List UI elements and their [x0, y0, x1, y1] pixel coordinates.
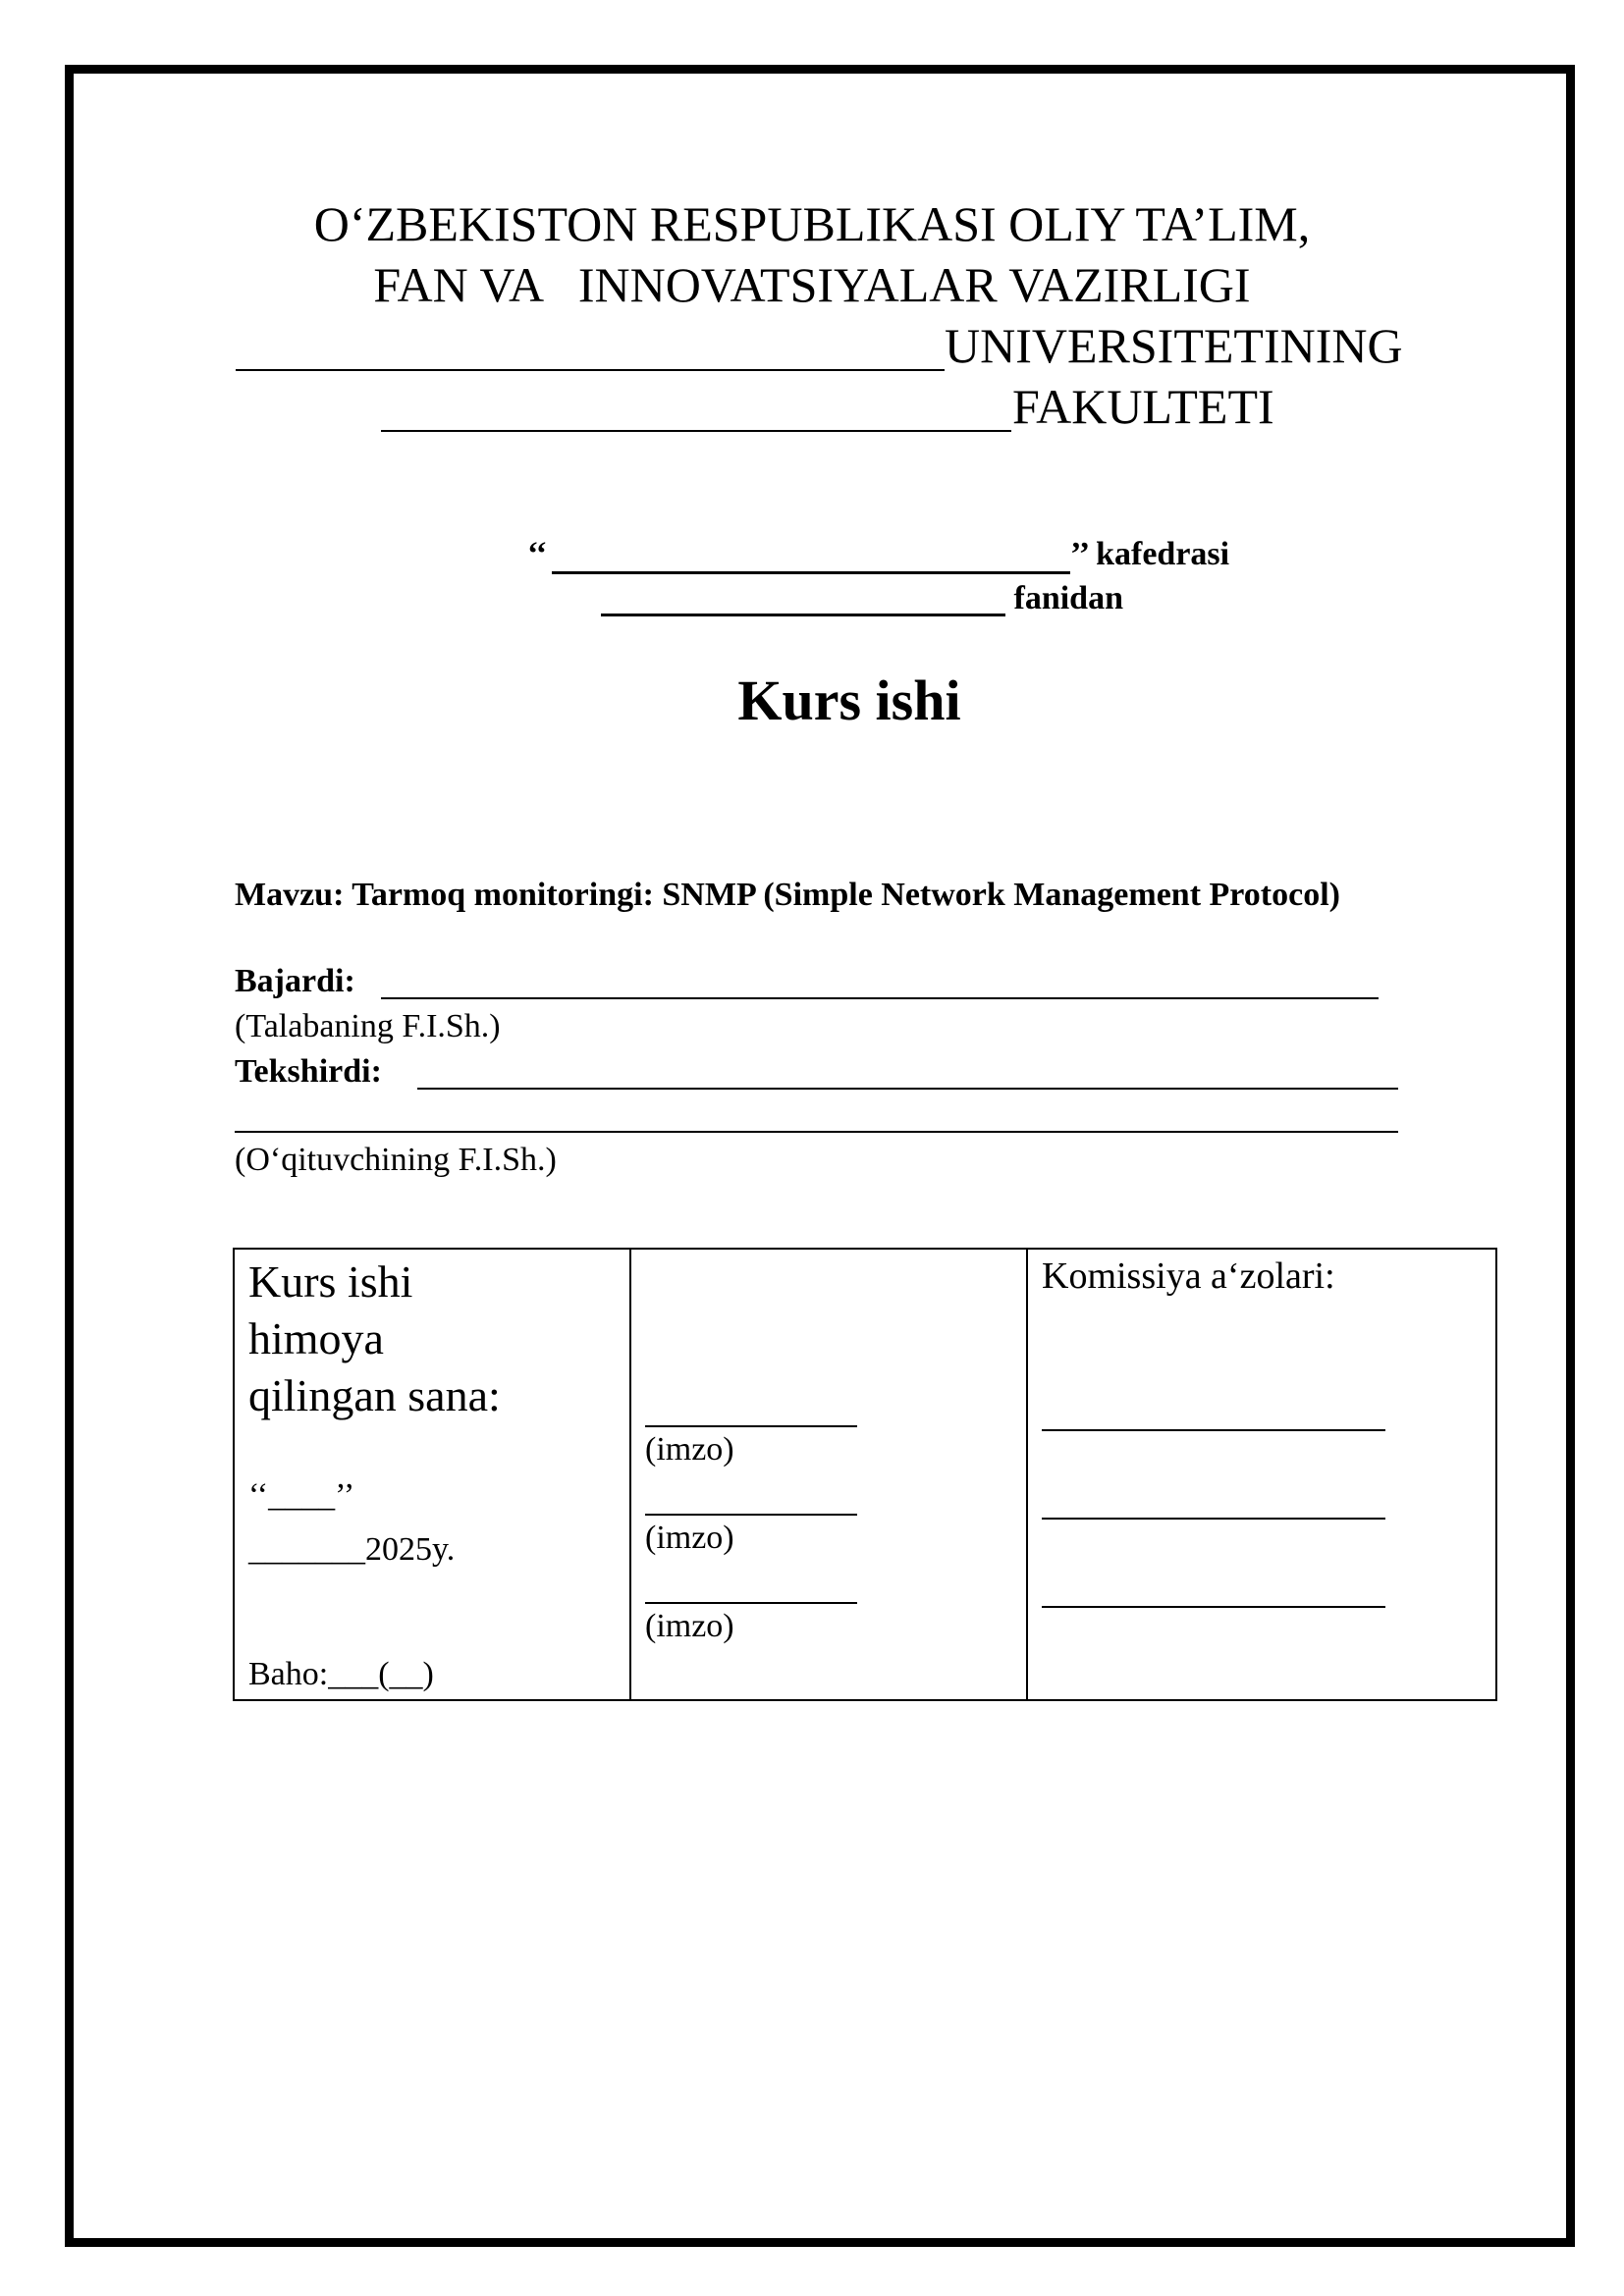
- department-name-blank: [552, 571, 1070, 574]
- ministry-line-2: FAN VA INNOVATSIYALAR VAZIRLIGI: [373, 257, 1251, 312]
- signature-line-2: [645, 1514, 857, 1516]
- signature-hint-3: (imzo): [645, 1608, 734, 1644]
- defense-year-field: _______2025y.: [248, 1531, 456, 1568]
- faculty-name-blank: [381, 430, 1011, 432]
- checked-by-label: Tekshirdi:: [235, 1053, 391, 1090]
- ministry-line-1: O‘ZBEKISTON RESPUBLIKASI OLIY TA’LIM,: [313, 196, 1311, 251]
- signatures-cell: [630, 1249, 1027, 1700]
- department-label: ’’ kafedrasi: [1070, 536, 1230, 572]
- department-open-quote: ‘‘: [527, 536, 548, 572]
- faculty-label: FAKULTETI: [1012, 379, 1274, 434]
- teacher-name-blank-2: [235, 1131, 1398, 1133]
- commission-member-line-3: [1042, 1606, 1385, 1608]
- document-title: Kurs ishi: [737, 668, 961, 732]
- commission-label: Komissiya a‘zolari:: [1042, 1255, 1335, 1297]
- defense-table: [233, 1248, 1497, 1701]
- university-name-blank: [236, 369, 945, 371]
- teacher-name-blank-1: [417, 1088, 1398, 1090]
- commission-member-line-1: [1042, 1429, 1385, 1431]
- teacher-name-hint: (O‘qituvchining F.I.Sh.): [235, 1142, 557, 1178]
- defense-date-cell: [234, 1249, 630, 1700]
- defense-date-label-line1: Kurs ishi: [248, 1256, 413, 1307]
- university-label: UNIVERSITETINING: [945, 318, 1403, 373]
- subject-label: fanidan: [1005, 580, 1123, 616]
- signature-line-1: [645, 1425, 857, 1427]
- signature-line-3: [645, 1602, 857, 1604]
- commission-member-line-2: [1042, 1518, 1385, 1520]
- student-name-hint: (Talabaning F.I.Sh.): [235, 1008, 501, 1044]
- student-name-blank: [381, 997, 1379, 999]
- topic-text: Mavzu: Tarmoq monitoringi: SNMP (Simple Network Management Protocol): [235, 877, 1340, 913]
- defense-date-label-line3: qilingan sana:: [248, 1370, 501, 1420]
- commission-cell: [1027, 1249, 1496, 1700]
- defense-day-field: ‘‘____’’: [248, 1477, 355, 1514]
- performed-by-label: Bajardi:: [235, 963, 364, 999]
- defense-date-label-line2: himoya: [248, 1313, 384, 1363]
- subject-name-blank: [601, 614, 1005, 616]
- signature-hint-2: (imzo): [645, 1520, 734, 1556]
- signature-hint-1: (imzo): [645, 1431, 734, 1468]
- grade-field: Baho:___(__): [248, 1656, 434, 1692]
